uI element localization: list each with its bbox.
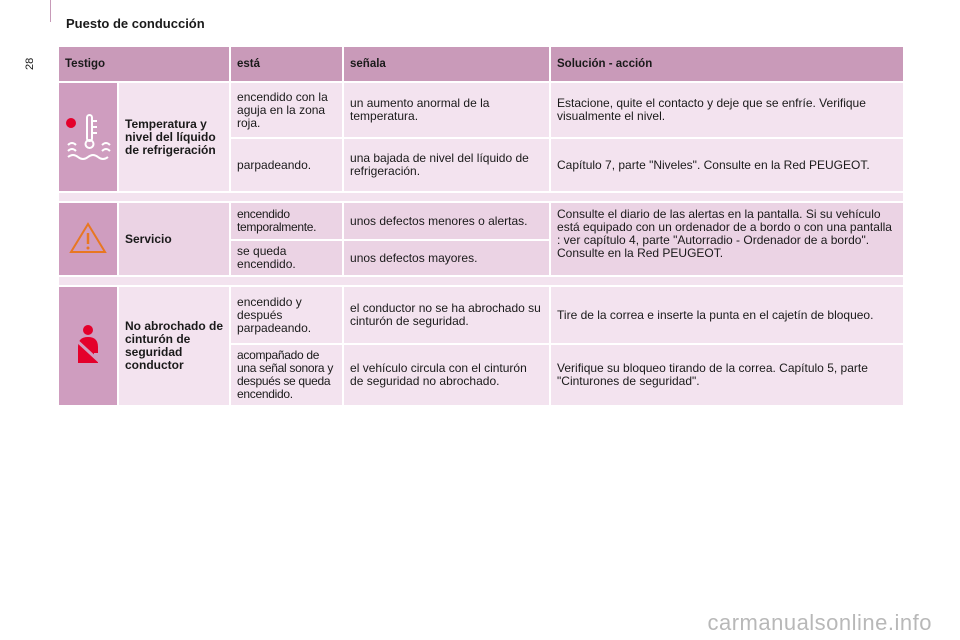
state-cell: encendido temporalmente. (231, 203, 342, 239)
state-cell: encendido y después parpadeando. (231, 287, 342, 343)
margin-rule (50, 0, 51, 22)
solution-cell: Consulte el diario de las alertas en la pantalla. Si su vehículo está equipado con un ordenador de a bordo o con una pantalla : ver capítulo 4, parte "Autorradio - Ordenador de a bordo". Consulte en la Red PEUGEOT. (551, 203, 903, 275)
warning-light-icon-cell (59, 83, 117, 191)
coolant-temperature-icon (62, 101, 114, 171)
table-row (59, 203, 903, 239)
state-cell: parpadeando. (231, 139, 342, 191)
solution-cell: Verifique su bloqueo tirando de la correa. Capítulo 5, parte "Cinturones de seguridad". (551, 345, 903, 405)
column-header-solucion: Solución - acción (551, 47, 903, 81)
solution-cell: Estacione, quite el contacto y deje que se enfríe. Verifique visualmente el nivel. (551, 83, 903, 137)
warning-light-name: Servicio (119, 203, 229, 275)
signal-cell: el vehículo circula con el cinturón de seguridad no abrochado. (344, 345, 549, 405)
warning-lights-table (57, 45, 905, 407)
signal-cell: un aumento anormal de la temperatura. (344, 83, 549, 137)
seatbelt-icon (68, 323, 108, 367)
signal-cell: unos defectos menores o alertas. (344, 203, 549, 239)
table-header-row (59, 47, 903, 81)
table-row (59, 287, 903, 343)
state-cell: se queda encendido. (231, 241, 342, 275)
warning-light-icon-cell (59, 203, 117, 275)
column-header-senala: señala (344, 47, 549, 81)
solution-cell: Capítulo 7, parte "Niveles". Consulte en la Red PEUGEOT. (551, 139, 903, 191)
signal-cell: unos defectos mayores. (344, 241, 549, 275)
column-header-testigo: Testigo (59, 47, 229, 81)
watermark-text: carmanualsonline.info (707, 610, 932, 635)
state-cell: acompañado de una señal sonora y después se queda encendido. (231, 345, 342, 405)
warning-light-name: No abrochado de cinturón de seguridad conductor (119, 287, 229, 405)
page-title: Puesto de conducción (66, 16, 205, 31)
warning-triangle-icon (68, 220, 108, 256)
page-number: 28 (24, 57, 36, 70)
solution-cell: Tire de la correa e inserte la punta en el cajetín de bloqueo. (551, 287, 903, 343)
table-row (59, 83, 903, 137)
signal-cell: una bajada de nivel del líquido de refrigeración. (344, 139, 549, 191)
column-header-esta: está (231, 47, 342, 81)
state-cell: encendido con la aguja en la zona roja. (231, 83, 342, 137)
warning-light-icon-cell (59, 287, 117, 405)
warning-light-name: Temperatura y nivel del líquido de refrigeración (119, 83, 229, 191)
signal-cell: el conductor no se ha abrochado su cinturón de seguridad. (344, 287, 549, 343)
